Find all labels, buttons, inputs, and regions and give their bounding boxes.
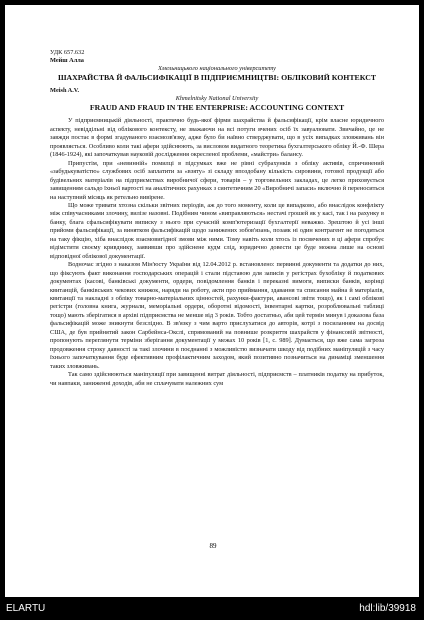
- document-page: [4, 4, 420, 598]
- handle-identifier: hdl:lib/39918: [359, 603, 416, 614]
- author-en: Meish A.V.: [50, 87, 80, 95]
- affiliation-ua: Хмельницького національного університету: [158, 65, 276, 73]
- author-ua: Мейш Алла: [50, 57, 84, 65]
- paragraph-5: Так само здійснюються маніпуляції при завищенні витрат діяльності, підприємств – платників податку на прибуток, чи навпаки, заниженні доходів, аби не сплачувати належних сум: [50, 371, 384, 387]
- udk-code: УДК 657.632: [50, 49, 85, 56]
- repository-footer: [0, 602, 424, 618]
- paragraph-2: Припустім, при «невинній» помилці в підсумках вже не рівні субрахунків з обліку активів, спричинений «забудькуватістю» службових осіб заплатити за «взяту» зі складу впоздобану кількість сировини, готової продукції або будівельних матеріалів на підприємствах виробничої сфери, товарів – у торговельних закладах, це легко приховується завищенням сальдо їхньої вартості на аналітичних рахунках з синтетичним 20 «Виробничі запаси» включно й переноситься на наступний місяць як ретельно вивірене.: [50, 159, 384, 201]
- page-number: 89: [209, 542, 217, 550]
- paragraph-1: У підприємницькій діяльності, практично будь-якої фірми шахрайства й фальсифікації, крім власне юридичного аспекту, невіддільні від облікового контексту, не зважаючи на всі потуги вчених осіб їх завуалювати. Звичайно, це не завжди постає в формі згадуваного взаємозв'язку, адже було би наївно стверджувати, що в усіх випадках зловживань він проявляється. Особливо коли такі афери здійснюють, за висловом видатного теоретика бухгалтерського обліку Й.-Ф. Шера (1846-1924), які започаткував науковій дослідження окресленої проблеми, «майстри» балансу.: [50, 117, 384, 159]
- title-en: FRAUD AND FRAUD IN THE ENTERPRISE: ACCOUNTING CONTEXT: [89, 103, 345, 113]
- paragraph-3: Що може тривати хтозна скільки звітних періодів, аж до того моменту, коли це випадково, або внаслідок конфлікту між співучасниками злочину, вилізе назовні. Подібним чином «виправляються» нестачі грошей як у касі, так і на рахунку в банку, блага сфальсифікувати виписку з нього при сучасній комп'ютеризації бухгалтерії неважко. Зрештою й усі інші прийоми фальсифікації, за винятком фальсифікацій щодо занижених зобов'язань, позаяк ні один контрагент не погодиться на таку фікцію, хіба внаслідок взаємовигідної змови між ними. Тому навіть коли хтось із посвячених в ці афери спробує відімстити своєму кривднику, заявивши про здійснене кудм слід, юридично довести це буде можна лише на основі відповідної облікової документації.: [50, 202, 384, 260]
- affiliation-en: Khmelnitsky National University: [175, 95, 259, 103]
- repository-name: ELARTU: [6, 603, 46, 614]
- title-ua: ШАХРАЙСТВА Й ФАЛЬСИФІКАЦІЇ В ПІДПРИЄМНИЦТВІ: ОБЛІКОВИЙ КОНТЕКСТ: [57, 73, 377, 83]
- paragraph-4: Водночас згідно з наказом Мін'юсту України від 12.04.2012 р. встановлено: первинні документи та додатки до них, що фіксують факт виконання господарських операцій і стали підставою для записів у регістрах бухобліку й податкових документах (касові, банківські документи, ордери, повідомлення банків і переказні вимоги, виписки банків, корінці квитанцій, банківських чекових книжок, наряди на роботу, акти про приймання, здавання та списання майна й матеріалів, квитанції та накладні з обліку товарно-матеріальних цінностей, рахунки-фактури, авансові звіти тощо), як і самі облікові регістри (головна книга, журнали, меморіальні ордери, оборотні відомості, інвентарні картки, розроблювальні таблиці тощо) мають зберігатися в архіві підприємства не менше від 3 років. Тобто достатньо, аби цей термін минув і доказова база фальсифікацій може зникнути безслідно. В зв'язку з чим варто прислухатися до авторів, котрі з посиланням на досвід США, де був прийнятий закон Сарбейнса-Окслі, спрямований на повнише розкриття шахрайств у фінансовій звітності, пропонують переглянути терміни зберігання документації у межах 10 років [1, с. 989]. Думається, що вже сама загроза продовження строку давності за такі злочини в поєднанні з можливістю визначати шкоду від подібних маніпуляцій з часу їхнього започаткування буде ефективним профілактичним заходом, який позитивно позначиться на динаміці зменшення таких зловживань.: [50, 261, 384, 370]
- page-content: [50, 49, 384, 388]
